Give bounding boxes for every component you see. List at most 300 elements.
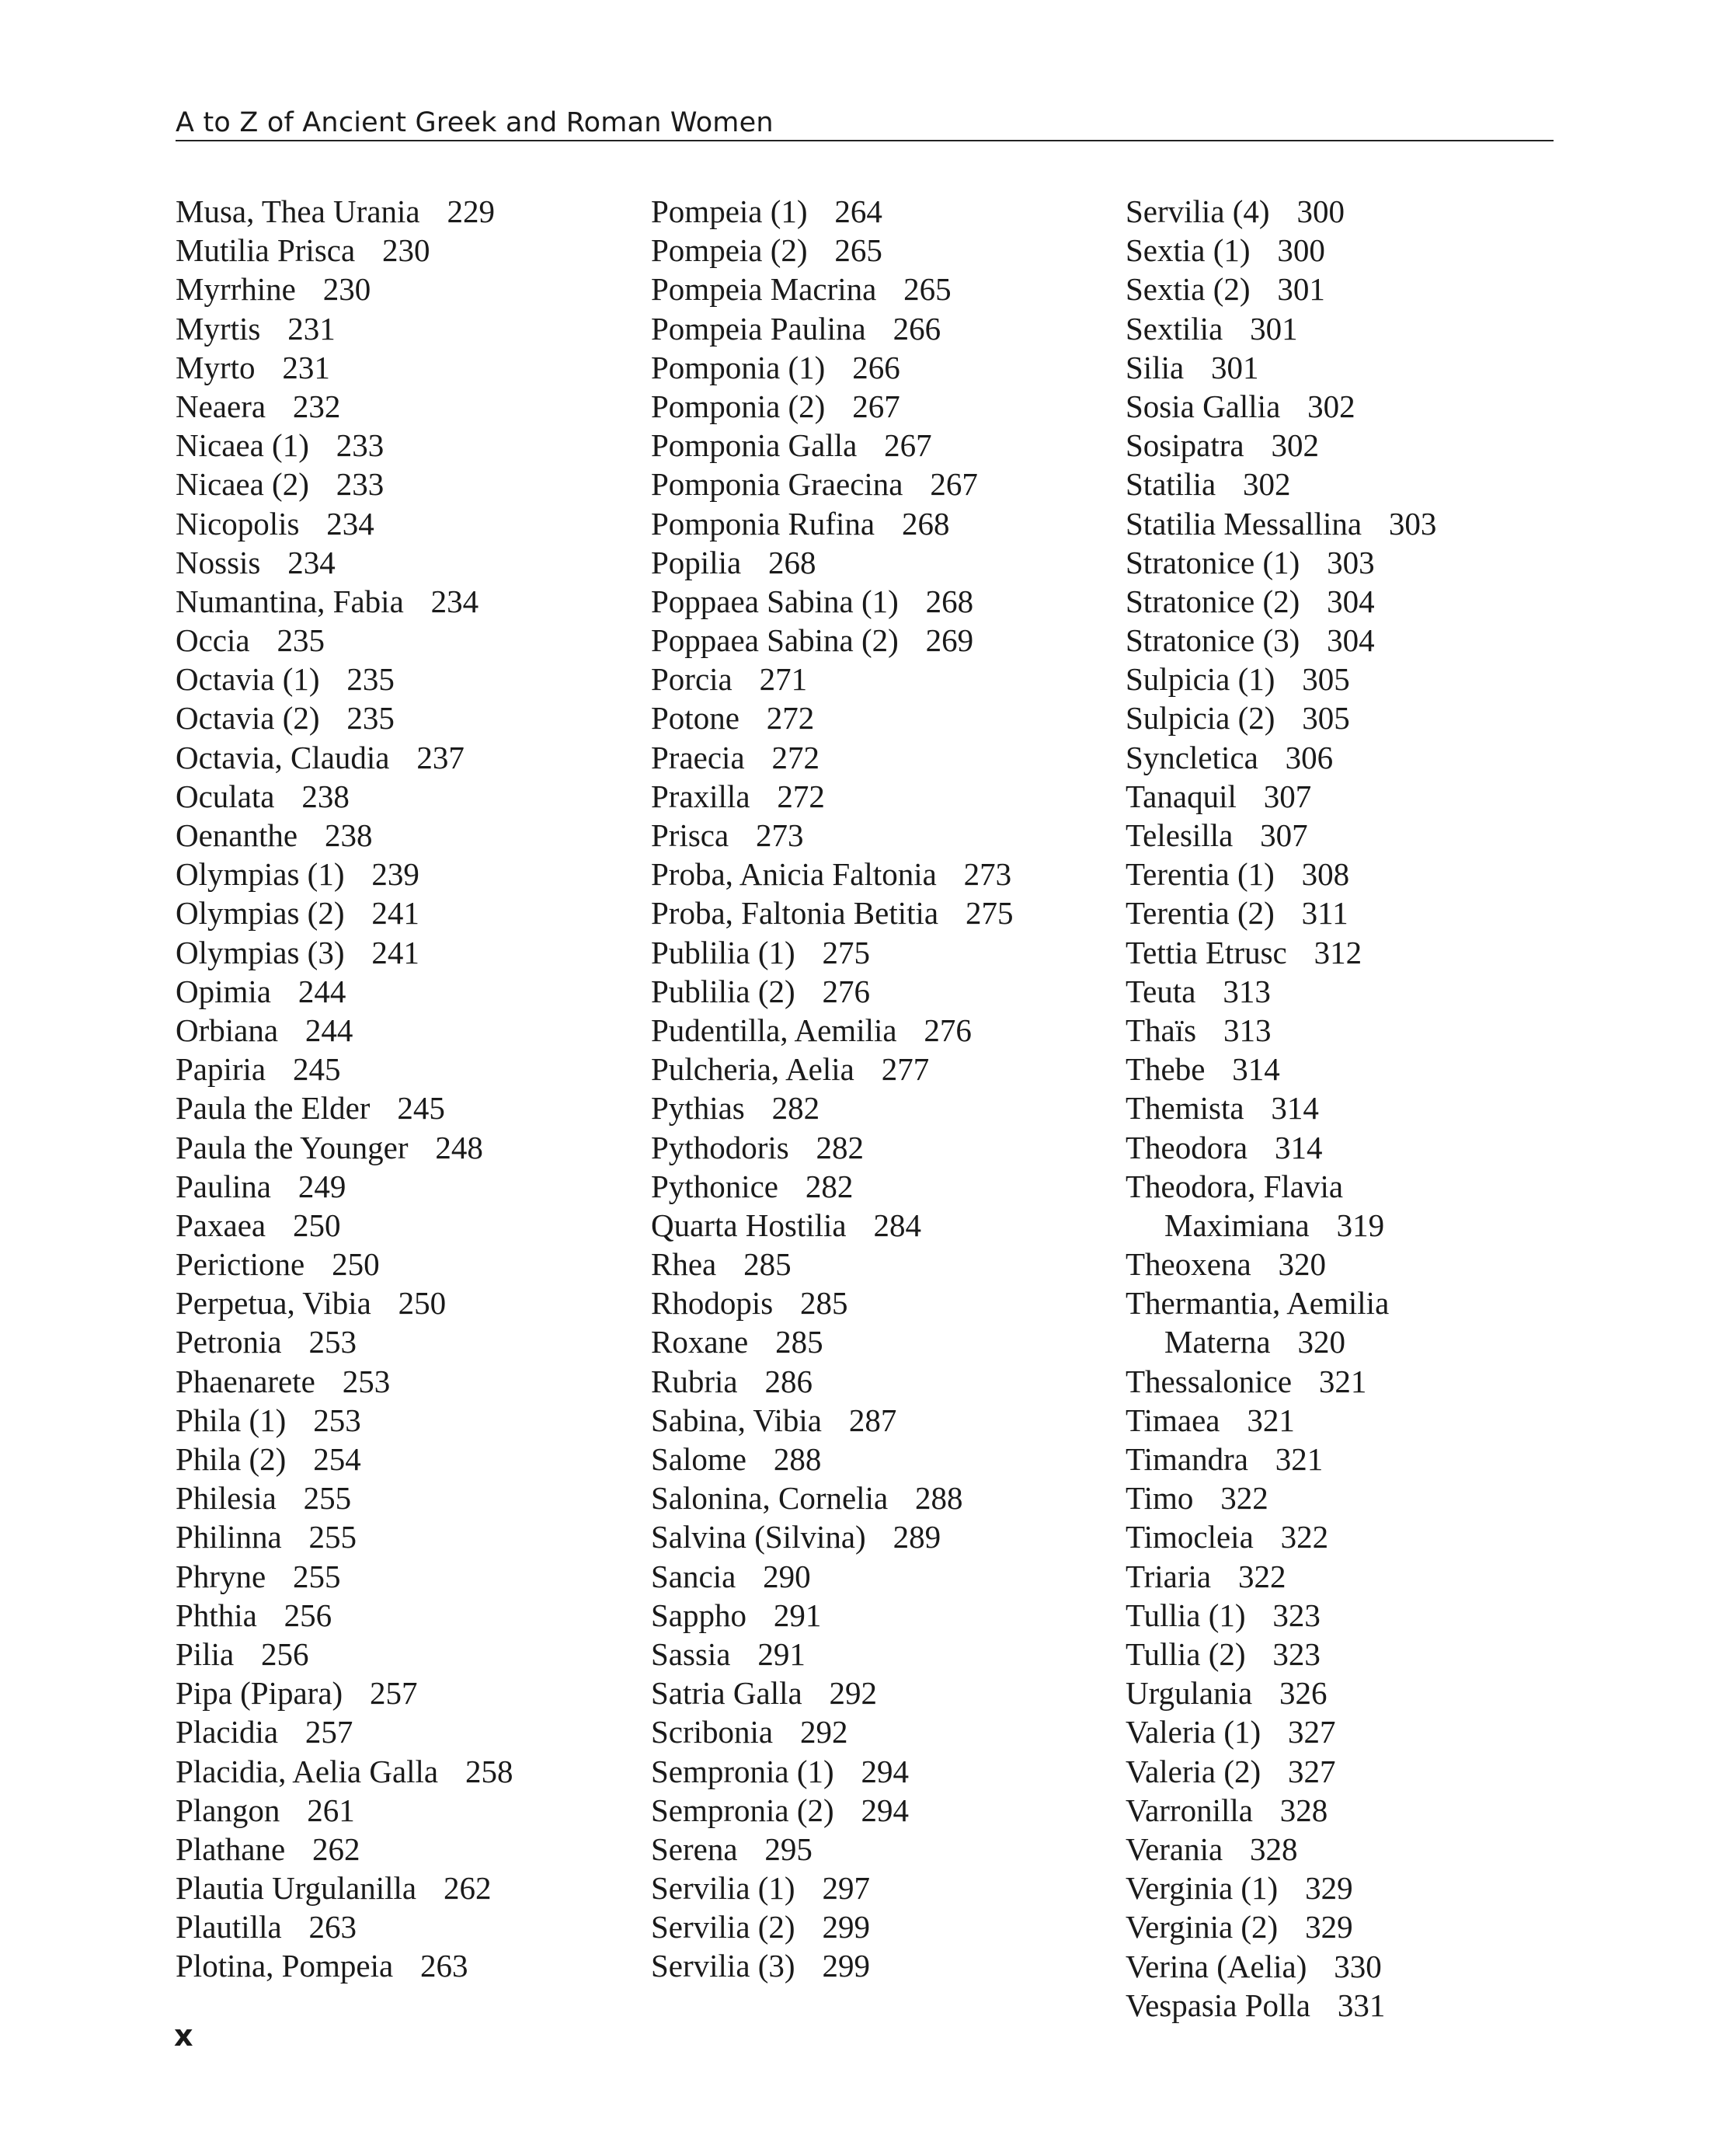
entry-page-number: 272: [777, 778, 825, 814]
entry-page-number: 287: [848, 1402, 897, 1438]
entry-name: Pompeia (1): [651, 193, 808, 229]
entry-name: Salonina, Cornelia: [651, 1480, 889, 1517]
entry-page-number: 305: [1302, 700, 1350, 737]
entry-page-number: 329: [1305, 1870, 1353, 1907]
index-entry: [176, 855, 513, 893]
entry-page-number: 308: [1301, 856, 1350, 893]
entry-page-number: 295: [764, 1830, 813, 1867]
entry-page-number: 255: [308, 1519, 357, 1555]
entry-name: Thebe: [1126, 1051, 1206, 1088]
entry-page-number: 288: [915, 1480, 963, 1517]
entry-name: Timandra: [1126, 1441, 1248, 1478]
entry-page-number: 302: [1243, 466, 1291, 503]
entry-page-number: 237: [416, 739, 465, 775]
index-entry: [651, 309, 1013, 348]
entry-page-number: 250: [292, 1207, 341, 1243]
index-entry: [1126, 1245, 1436, 1283]
index-entry: [1126, 1401, 1436, 1440]
entry-name: Pomponia Galla: [651, 427, 858, 464]
entry-name: Publilia (2): [651, 973, 795, 1009]
index-entry: [651, 698, 1013, 737]
index-entry: [176, 1869, 513, 1907]
index-entry: [1126, 1947, 1436, 1986]
entry-page-number: 321: [1318, 1363, 1367, 1399]
entry-page-number: 234: [326, 505, 374, 542]
entry-page-number: 288: [773, 1441, 822, 1477]
entry-name: Quarta Hostilia: [651, 1207, 847, 1243]
entry-page-number: 285: [775, 1324, 823, 1360]
entry-name: Octavia (2): [176, 700, 320, 737]
index-entry: [651, 270, 1013, 308]
entry-page-number: 300: [1277, 232, 1325, 269]
entry-name: Prisca: [651, 817, 729, 853]
index-entry: [176, 698, 513, 737]
entry-name: Servilia (3): [651, 1948, 795, 1984]
entry-name: Proba, Faltonia Betitia: [651, 895, 939, 932]
entry-page-number: 272: [771, 739, 819, 775]
entry-page-number: 264: [834, 193, 882, 229]
entry-name: Valeria (2): [1126, 1753, 1261, 1789]
entry-name: Sempronia (1): [651, 1753, 834, 1789]
entry-page-number: 326: [1279, 1675, 1328, 1712]
entry-page-number: 328: [1250, 1830, 1298, 1867]
entry-name: Olympias (2): [176, 895, 345, 932]
entry-name: Tanaquil: [1126, 778, 1237, 814]
index-entry: [176, 933, 513, 972]
entry-name: Perpetua, Vibia: [176, 1285, 371, 1322]
entry-name: Sosia Gallia: [1126, 388, 1281, 424]
entry-page-number: 306: [1285, 739, 1334, 775]
index-entry: [176, 1128, 513, 1167]
entry-page-number: 282: [771, 1090, 820, 1127]
entry-name: Sancia: [651, 1558, 736, 1594]
index-entry: [1126, 1128, 1436, 1167]
entry-page-number: 299: [822, 1909, 870, 1945]
entry-name: Terentia (2): [1126, 895, 1275, 932]
entry-name: Plautia Urgulanilla: [176, 1870, 417, 1907]
index-entry: [651, 1322, 1013, 1361]
index-entry: [651, 1011, 1013, 1050]
index-entry: [651, 1869, 1013, 1907]
entry-name: Sappho: [651, 1597, 746, 1633]
entry-name: Plautilla: [176, 1909, 282, 1945]
entry-page-number: 272: [766, 700, 815, 737]
index-entry: [176, 1791, 513, 1830]
entry-name: Phaenarete: [176, 1363, 315, 1399]
entry-name: Plangon: [176, 1792, 280, 1828]
index-column-1: [176, 192, 513, 1986]
entry-name: Philesia: [176, 1480, 277, 1517]
entry-name: Praxilla: [651, 778, 750, 814]
entry-name: Perictione: [176, 1246, 305, 1283]
entry-page-number: 267: [884, 427, 932, 464]
entry-page-number: 323: [1272, 1636, 1321, 1672]
entry-page-number: 276: [924, 1012, 972, 1048]
entry-page-number: 285: [743, 1246, 792, 1283]
index-entry: [176, 309, 513, 348]
entry-page-number: 312: [1314, 934, 1362, 970]
entry-name: Pulcheria, Aelia: [651, 1051, 854, 1088]
index-entry: [651, 621, 1013, 660]
entry-page-number: 258: [465, 1753, 513, 1789]
index-entry: [176, 1362, 513, 1401]
entry-name: Pythias: [651, 1090, 745, 1127]
entry-page-number: 253: [342, 1363, 391, 1399]
entry-page-number: 241: [371, 895, 419, 932]
index-entry: [1126, 582, 1436, 621]
entry-page-number: 238: [301, 778, 350, 814]
entry-page-number: 294: [861, 1792, 910, 1828]
entry-name: Roxane: [651, 1324, 749, 1360]
index-entry: [176, 1283, 513, 1322]
index-entry: [651, 504, 1013, 543]
entry-name: Papiria: [176, 1051, 266, 1088]
index-entry: [651, 1635, 1013, 1674]
index-entry: [651, 1362, 1013, 1401]
entry-page-number: 233: [336, 466, 385, 503]
entry-page-number: 268: [901, 505, 950, 542]
entry-name: Orbiana: [176, 1012, 279, 1048]
index-entry: [651, 1712, 1013, 1751]
index-entry: [1126, 465, 1436, 503]
entry-page-number: 229: [447, 193, 495, 229]
entry-name: Phthia: [176, 1597, 257, 1633]
index-entry: [1126, 309, 1436, 348]
entry-name: Occia: [176, 622, 250, 659]
entry-name: Olympias (3): [176, 934, 345, 970]
entry-name: Themista: [1126, 1090, 1244, 1127]
index-entry: [176, 1206, 513, 1245]
entry-page-number: 289: [893, 1519, 941, 1555]
entry-page-number: 241: [371, 934, 419, 970]
entry-page-number: 262: [443, 1870, 492, 1907]
entry-name: Teuta: [1126, 973, 1196, 1009]
index-entry: [1126, 270, 1436, 308]
entry-page-number: 254: [313, 1441, 361, 1477]
index-entry: [1126, 816, 1436, 855]
entry-name: Verina (Aelia): [1126, 1948, 1307, 1984]
entry-page-number: 304: [1327, 622, 1375, 659]
entry-page-number: 301: [1211, 349, 1259, 385]
entry-name: Petronia: [176, 1324, 282, 1360]
entry-name: Opimia: [176, 973, 271, 1009]
entry-page-number: 291: [757, 1635, 806, 1672]
entry-name: Publilia (1): [651, 934, 795, 970]
index-entry: [651, 387, 1013, 426]
index-entry: [651, 1674, 1013, 1712]
index-entry: [176, 1167, 513, 1206]
entry-page-number: 303: [1388, 505, 1437, 542]
entry-name: Sextilia: [1126, 310, 1223, 347]
entry-name: Thaïs: [1126, 1012, 1197, 1048]
index-entry: [176, 660, 513, 698]
index-entry: [176, 1322, 513, 1361]
index-entry: [1126, 1907, 1436, 1946]
entry-page-number: 284: [873, 1207, 921, 1243]
index-entry: [651, 1752, 1013, 1791]
entry-name: Pythodoris: [651, 1129, 789, 1165]
index-entry: [1126, 621, 1436, 660]
entry-page-number: 302: [1271, 427, 1319, 464]
entry-name: Phila (1): [176, 1402, 287, 1438]
index-entry: [1126, 1011, 1436, 1050]
index-entry: [1126, 1362, 1436, 1401]
index-entry: [651, 1401, 1013, 1440]
entry-page-number: 265: [834, 232, 882, 269]
entry-page-number: 256: [284, 1597, 332, 1633]
index-entry: [1126, 1167, 1428, 1245]
index-entry: [651, 231, 1013, 270]
index-entry: [176, 543, 513, 582]
entry-page-number: 257: [304, 1714, 353, 1750]
entry-page-number: 235: [346, 700, 395, 737]
index-entry: [651, 1517, 1013, 1556]
index-entry: [651, 1946, 1013, 1985]
entry-name: Pompeia (2): [651, 232, 808, 269]
index-entry: [651, 1479, 1013, 1517]
entry-page-number: 248: [435, 1129, 483, 1165]
entry-name: Salvina (Silvina): [651, 1519, 866, 1555]
entry-name: Paula the Elder: [176, 1090, 371, 1127]
entry-name: Musa, Thea Urania: [176, 193, 420, 229]
entry-page-number: 244: [298, 973, 346, 1009]
entry-page-number: 233: [336, 427, 385, 464]
entry-name: Pipa (Pipara): [176, 1675, 343, 1712]
entry-name: Plathane: [176, 1830, 286, 1867]
index-entry: [176, 387, 513, 426]
entry-name: Nicaea (2): [176, 466, 309, 503]
entry-name: Sulpicia (1): [1126, 661, 1275, 698]
entry-page-number: 300: [1296, 193, 1345, 229]
index-entry: [651, 1440, 1013, 1479]
entry-page-number: 231: [282, 349, 330, 385]
entry-name: Paula the Younger: [176, 1129, 409, 1165]
index-entry: [1126, 1596, 1436, 1635]
entry-name: Pompeia Macrina: [651, 271, 877, 308]
index-entry: [176, 1752, 513, 1791]
entry-page-number: 322: [1237, 1558, 1286, 1594]
entry-page-number: 314: [1271, 1090, 1319, 1127]
entry-page-number: 291: [773, 1597, 822, 1633]
entry-page-number: 235: [346, 661, 395, 698]
entry-page-number: 276: [822, 973, 870, 1009]
entry-name: Poppaea Sabina (2): [651, 622, 899, 659]
entry-name: Octavia (1): [176, 661, 320, 698]
index-entry: [176, 582, 513, 621]
entry-name: Rhea: [651, 1246, 717, 1283]
index-entry: [176, 504, 513, 543]
entry-name: Servilia (2): [651, 1909, 795, 1945]
index-entry: [1126, 933, 1436, 972]
entry-page-number: 265: [903, 271, 952, 308]
page-number: x: [174, 2018, 193, 2053]
index-entry: [651, 777, 1013, 816]
entry-page-number: 320: [1297, 1324, 1345, 1360]
index-entry: [1126, 855, 1436, 893]
entry-page-number: 262: [312, 1830, 360, 1867]
entry-page-number: 245: [397, 1090, 445, 1127]
entry-page-number: 238: [324, 817, 373, 853]
entry-name: Paxaea: [176, 1207, 266, 1243]
entry-name: Stratonice (2): [1126, 583, 1300, 619]
entry-name: Octavia, Claudia: [176, 739, 390, 775]
entry-name: Pompeia Paulina: [651, 310, 866, 347]
entry-page-number: 267: [852, 388, 900, 424]
index-entry: [176, 1479, 513, 1517]
entry-name: Theodora, Flavia Maximiana: [1126, 1168, 1344, 1243]
entry-name: Satria Galla: [651, 1675, 802, 1712]
entry-page-number: 329: [1305, 1909, 1353, 1945]
entry-name: Nossis: [176, 544, 261, 580]
entry-page-number: 273: [756, 817, 804, 853]
index-entry: [1126, 1869, 1436, 1907]
entry-name: Varronilla: [1126, 1792, 1253, 1828]
index-entry: [1126, 1674, 1436, 1712]
entry-page-number: 250: [398, 1285, 447, 1322]
entry-page-number: 253: [308, 1324, 357, 1360]
index-entry: [1126, 660, 1436, 698]
entry-name: Timaea: [1126, 1402, 1220, 1438]
entry-name: Sabina, Vibia: [651, 1402, 822, 1438]
entry-name: Verginia (2): [1126, 1909, 1279, 1945]
index-entry: [176, 348, 513, 387]
index-entry: [176, 426, 513, 465]
index-entry: [1126, 738, 1436, 777]
entry-page-number: 305: [1302, 661, 1350, 698]
index-entry: [651, 1088, 1013, 1127]
entry-page-number: 307: [1263, 778, 1312, 814]
entry-page-number: 253: [313, 1402, 361, 1438]
entry-page-number: 230: [382, 232, 430, 269]
entry-name: Salome: [651, 1441, 746, 1477]
index-entry: [176, 231, 513, 270]
entry-page-number: 286: [764, 1363, 813, 1399]
index-entry: [1126, 1283, 1428, 1361]
index-entry: [651, 1245, 1013, 1283]
entry-page-number: 231: [287, 310, 336, 347]
entry-name: Theodora: [1126, 1129, 1248, 1165]
entry-name: Poppaea Sabina (1): [651, 583, 899, 619]
entry-page-number: 321: [1275, 1441, 1324, 1478]
entry-page-number: 303: [1327, 544, 1375, 580]
index-entry: [1126, 1088, 1436, 1127]
entry-name: Numantina, Fabia: [176, 583, 404, 619]
entry-page-number: 255: [303, 1480, 352, 1517]
entry-name: Sulpicia (2): [1126, 700, 1275, 737]
entry-name: Nicopolis: [176, 505, 300, 542]
entry-page-number: 299: [822, 1948, 870, 1984]
index-entry: [176, 270, 513, 308]
entry-name: Timocleia: [1126, 1519, 1254, 1555]
entry-page-number: 313: [1223, 973, 1271, 1009]
entry-page-number: 327: [1288, 1714, 1336, 1750]
entry-name: Popilia: [651, 544, 742, 580]
entry-page-number: 255: [293, 1558, 341, 1594]
index-entry: [1126, 1050, 1436, 1088]
index-entry: [651, 1128, 1013, 1167]
index-entry: [176, 1635, 513, 1674]
index-entry: [176, 738, 513, 777]
entry-page-number: 273: [963, 856, 1012, 893]
entry-name: Sextia (1): [1126, 232, 1251, 269]
entry-name: Pomponia (1): [651, 349, 826, 385]
entry-page-number: 268: [768, 544, 816, 580]
entry-name: Oculata: [176, 778, 275, 814]
index-entry: [1126, 231, 1436, 270]
entry-page-number: 269: [925, 622, 974, 659]
running-head: [176, 106, 1554, 141]
entry-page-number: 322: [1280, 1519, 1329, 1555]
entry-name: Praecia: [651, 739, 745, 775]
entry-name: Thessalonice: [1126, 1363, 1293, 1399]
entry-name: Placidia: [176, 1714, 279, 1750]
entry-page-number: 327: [1288, 1753, 1336, 1789]
entry-name: Olympias (1): [176, 856, 345, 893]
entry-page-number: 307: [1260, 817, 1308, 853]
index-entry: [651, 1206, 1013, 1245]
entry-name: Rubria: [651, 1363, 738, 1399]
entry-page-number: 230: [322, 271, 371, 308]
index-entry: [1126, 1986, 1436, 2025]
index-entry: [651, 348, 1013, 387]
entry-page-number: 232: [292, 388, 341, 424]
index-entry: [176, 893, 513, 932]
index-entry: [1126, 1479, 1436, 1517]
index-entry: [176, 1245, 513, 1283]
entry-name: Urgulania: [1126, 1675, 1253, 1712]
entry-name: Tullia (2): [1126, 1636, 1246, 1672]
entry-page-number: 302: [1307, 388, 1355, 424]
entry-page-number: 313: [1223, 1012, 1272, 1048]
index-entry: [176, 1596, 513, 1635]
index-entry: [176, 972, 513, 1011]
entry-page-number: 331: [1337, 1987, 1386, 2023]
index-entry: [651, 660, 1013, 698]
entry-name: Mutilia Prisca: [176, 232, 356, 269]
index-entry: [176, 465, 513, 503]
entry-name: Servilia (1): [651, 1870, 795, 1907]
entry-name: Valeria (1): [1126, 1714, 1261, 1750]
entry-page-number: 234: [287, 544, 336, 580]
index-entry: [176, 1674, 513, 1712]
entry-name: Servilia (4): [1126, 193, 1270, 229]
index-entry: [1126, 1830, 1436, 1869]
entry-page-number: 263: [420, 1948, 468, 1984]
entry-name: Proba, Anicia Faltonia: [651, 856, 937, 893]
entry-page-number: 239: [371, 856, 419, 893]
index-entry: [1126, 1712, 1436, 1751]
index-entry: [651, 1596, 1013, 1635]
entry-page-number: 328: [1279, 1792, 1328, 1828]
entry-name: Tettia Etrusc: [1126, 934, 1287, 970]
entry-name: Myrrhine: [176, 271, 296, 308]
entry-page-number: 266: [893, 310, 941, 347]
entry-page-number: 290: [763, 1558, 811, 1594]
index-entry: [651, 426, 1013, 465]
index-entry: [651, 893, 1013, 932]
entry-name: Tullia (1): [1126, 1597, 1246, 1633]
index-entry: [176, 192, 513, 231]
entry-page-number: 277: [881, 1051, 930, 1088]
entry-name: Pomponia Graecina: [651, 466, 903, 503]
entry-name: Paulina: [176, 1168, 271, 1204]
entry-page-number: 256: [261, 1635, 309, 1672]
entry-name: Pilia: [176, 1635, 235, 1672]
entry-page-number: 235: [277, 622, 325, 659]
index-entry: [1126, 698, 1436, 737]
index-entry: [651, 582, 1013, 621]
index-entry: [1126, 504, 1436, 543]
